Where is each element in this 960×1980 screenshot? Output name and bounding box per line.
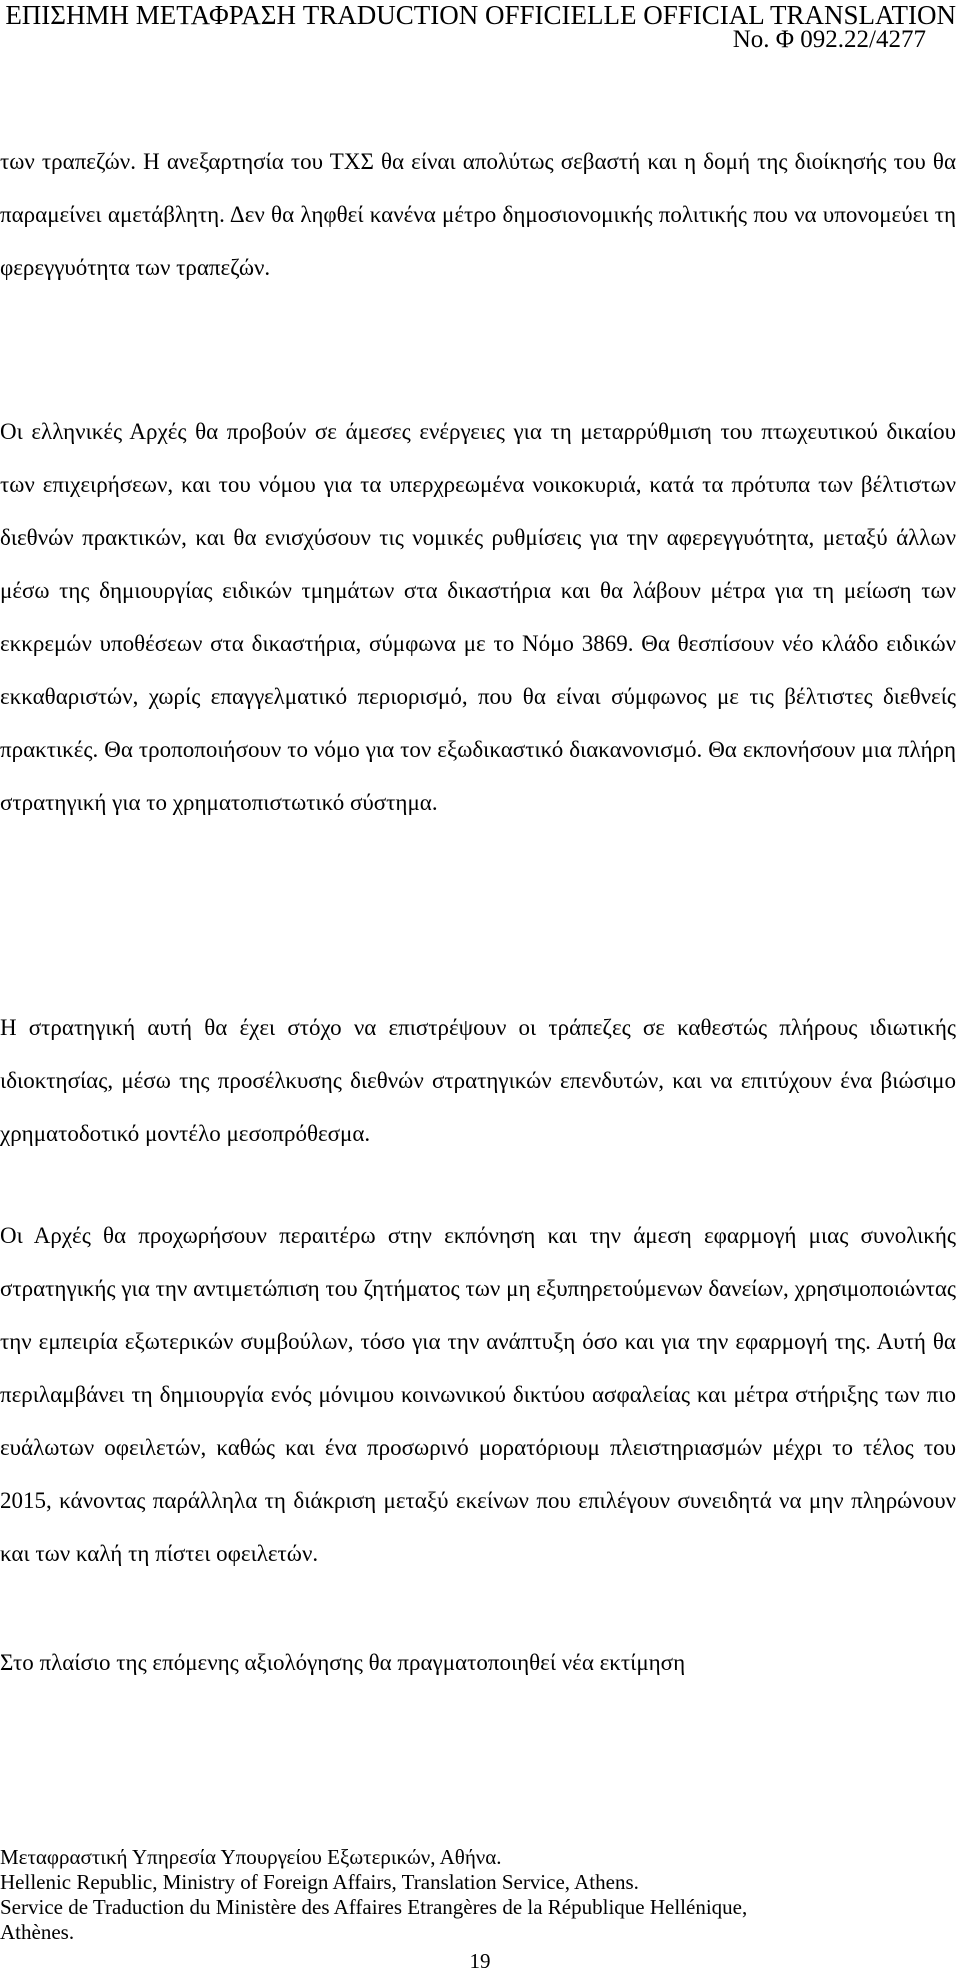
page-number: 19 — [469, 1949, 491, 1973]
paragraph-2: Οι ελληνικές Αρχές θα προβούν σε άμεσες ενέργειες για τη μεταρρύθμιση του πτωχευτικού δικαίου των επιχειρήσεων, και του νόμου για τα υπερχρεωμένα νοικοκυριά, κατά τα πρότυπα των βέλτιστων διεθνών πρακτικών, και θα ενισχύσουν τις νομικές ρυθμίσεις για την αφερεγγυότητα, μεταξύ άλλων μέσω της δημιουργίας ειδικών τμημάτων στα δικαστήρια και θα λάβουν μέτρα για τη μείωση των εκκρεμών υποθέσεων στα δικαστήρια, σύμφωνα με το Νόμο 3869. Θα θεσπίσουν νέο κλάδο ειδικών εκκαθαριστών, χωρίς επαγγελματικό περιορισμό, που θα είναι σύμφωνος με τις βέλτιστες διεθνείς πρακτικές. Θα τροποποιήσουν το νόμο για τον εξωδικαστικό διακανονισμό. Θα εκπονήσουν μια πλήρη στρατηγική για το χρηματοπιστωτικό σύστημα. — [0, 419, 956, 815]
footer-line-french: Service de Traduction du Ministère des Affaires Etrangères de la République Hellénique, — [0, 1895, 748, 1919]
document-number: No. Φ 092.22/4277 — [732, 26, 926, 53]
paragraph-5: Στο πλαίσιο της επόμενης αξιολόγησης θα πραγματοποιηθεί νέα εκτίμηση — [0, 1650, 686, 1675]
footer-line-english: Hellenic Republic, Ministry of Foreign Affairs, Translation Service, Athens. — [0, 1870, 639, 1894]
paragraph-1: των τραπεζών. Η ανεξαρτησία του ΤΧΣ θα είναι απολύτως σεβαστή και η δομή της διοίκησής του θα παραμείνει αμετάβλητη. Δεν θα ληφθεί κανένα μέτρο δημοσιονομικής πολιτικής που να υπονομεύει τη φερεγγυότητα των τραπεζών. — [0, 149, 956, 280]
translation-header: ΕΠΙΣΗΜΗ ΜΕΤΑΦΡΑΣΗ TRADUCTION OFFICIELLE OFFICIAL TRANSLATION — [5, 0, 956, 30]
paragraph-3: Η στρατηγική αυτή θα έχει στόχο να επιστρέψουν οι τράπεζες σε καθεστώς πλήρους ιδιωτικής ιδιοκτησίας, μέσω της προσέλκυσης διεθνών στρατηγικών επενδυτών, και να επιτύχουν ένα βιώσιμο χρηματοδοτικό μοντέλο μεσοπρόθεσμα. — [0, 1015, 956, 1146]
footer-line-french-city: Athènes. — [0, 1920, 75, 1944]
paragraph-4: Οι Αρχές θα προχωρήσουν περαιτέρω στην εκπόνηση και την άμεση εφαρμογή μιας συνολικής στρατηγικής για την αντιμετώπιση του ζητήματος των μη εξυπηρετούμενων δανείων, χρησιμοποιώντας την εμπειρία εξωτερικών συμβούλων, τόσο για την ανάπτυξη όσο και για την εφαρμογή της. Αυτή θα περιλαμβάνει τη δημιουργία ενός μόνιμου κοινωνικού δικτύου ασφαλείας και μέτρα στήριξης των πιο ευάλωτων οφειλετών, καθώς και ένα προσωρινό μορατόριουμ πλειστηριασμών μέχρι το τέλος του 2015, κάνοντας παράλληλα τη διάκριση μεταξύ εκείνων που επιλέγουν συνειδητά να μην πληρώνουν και των καλή τη πίστει οφειλετών. — [0, 1223, 956, 1566]
footer — [0, 1845, 956, 1945]
footer-line-greek: Μεταφραστική Υπηρεσία Υπουργείου Εξωτερικών, Αθήνα. — [0, 1845, 502, 1869]
